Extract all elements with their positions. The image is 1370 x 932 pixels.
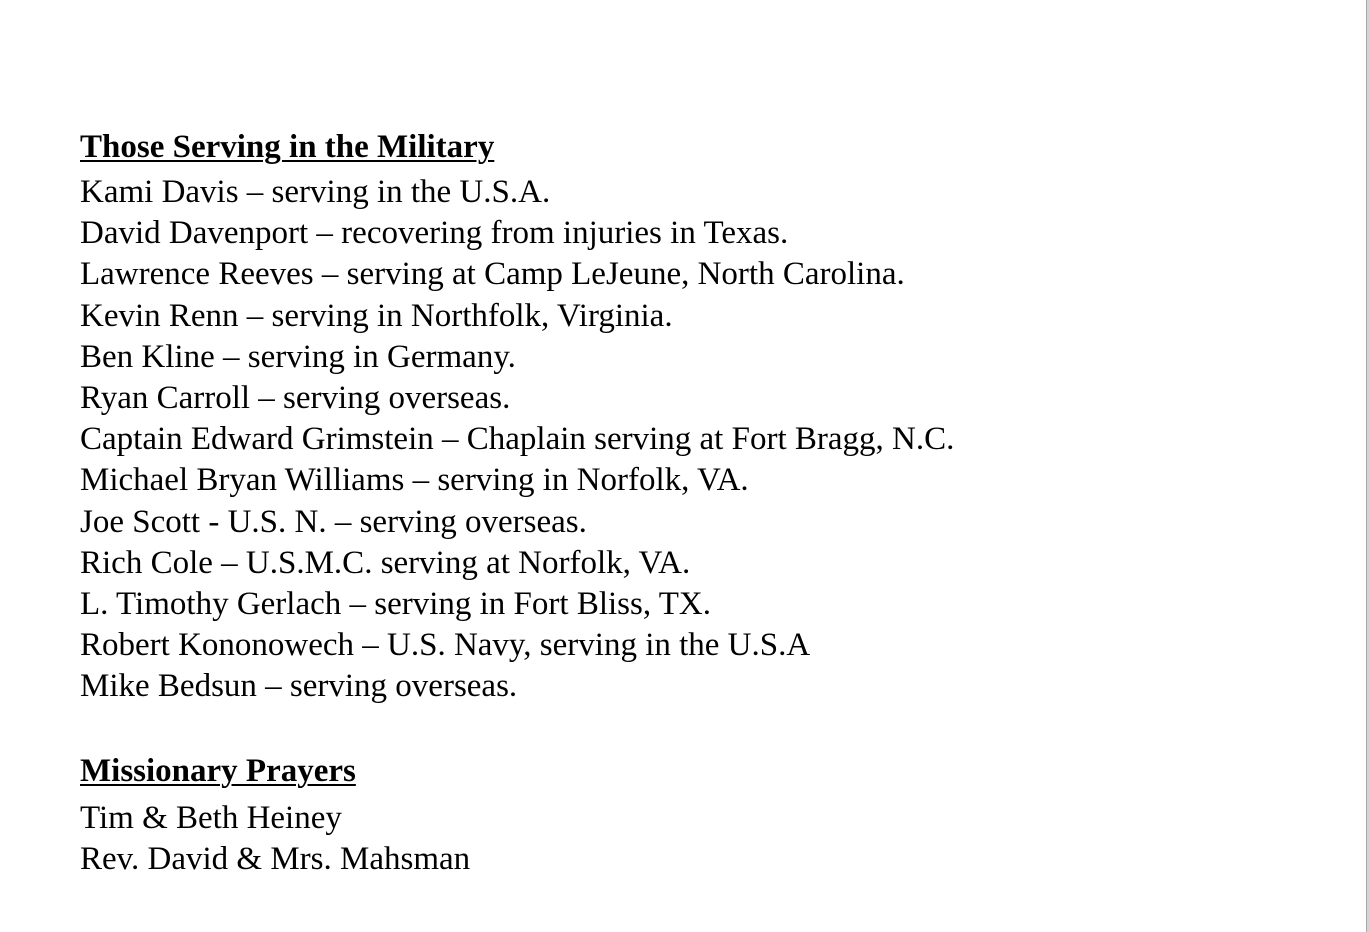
military-list-item: David Davenport – recovering from injuries in Texas.	[80, 215, 789, 252]
military-list-item: Rich Cole – U.S.M.C. serving at Norfolk, VA.	[80, 544, 691, 581]
missionary-list	[80, 798, 954, 880]
missionary-list-item: Rev. David & Mrs. Mahsman	[80, 840, 471, 877]
military-list-item: Kevin Renn – serving in Northfolk, Virginia.	[80, 297, 673, 334]
document-content	[80, 126, 954, 880]
military-list-item: Mike Bedsun – serving overseas.	[80, 668, 518, 705]
missionary-list-item: Tim & Beth Heiney	[80, 799, 342, 836]
military-list-item: Michael Bryan Williams – serving in Norfolk, VA.	[80, 462, 749, 499]
section-spacer	[80, 708, 954, 750]
military-list	[80, 172, 954, 708]
military-list-item: Robert Kononowech – U.S. Navy, serving in the U.S.A	[80, 627, 811, 664]
military-list-item: Ben Kline – serving in Germany.	[80, 338, 516, 375]
military-list-item: Ryan Carroll – serving overseas.	[80, 380, 511, 417]
military-list-item: Joe Scott - U.S. N. – serving overseas.	[80, 503, 587, 540]
page-edge-scrollbar[interactable]	[1366, 0, 1370, 932]
military-heading: Those Serving in the Military	[80, 129, 495, 165]
military-list-item: L. Timothy Gerlach – serving in Fort Bliss, TX.	[80, 586, 711, 623]
military-list-item: Captain Edward Grimstein – Chaplain serving at Fort Bragg, N.C.	[80, 421, 955, 458]
military-list-item: Kami Davis – serving in the U.S.A.	[80, 174, 551, 210]
missionary-heading: Missionary Prayers	[80, 752, 356, 789]
military-list-item: Lawrence Reeves – serving at Camp LeJeune, North Carolina.	[80, 256, 905, 293]
